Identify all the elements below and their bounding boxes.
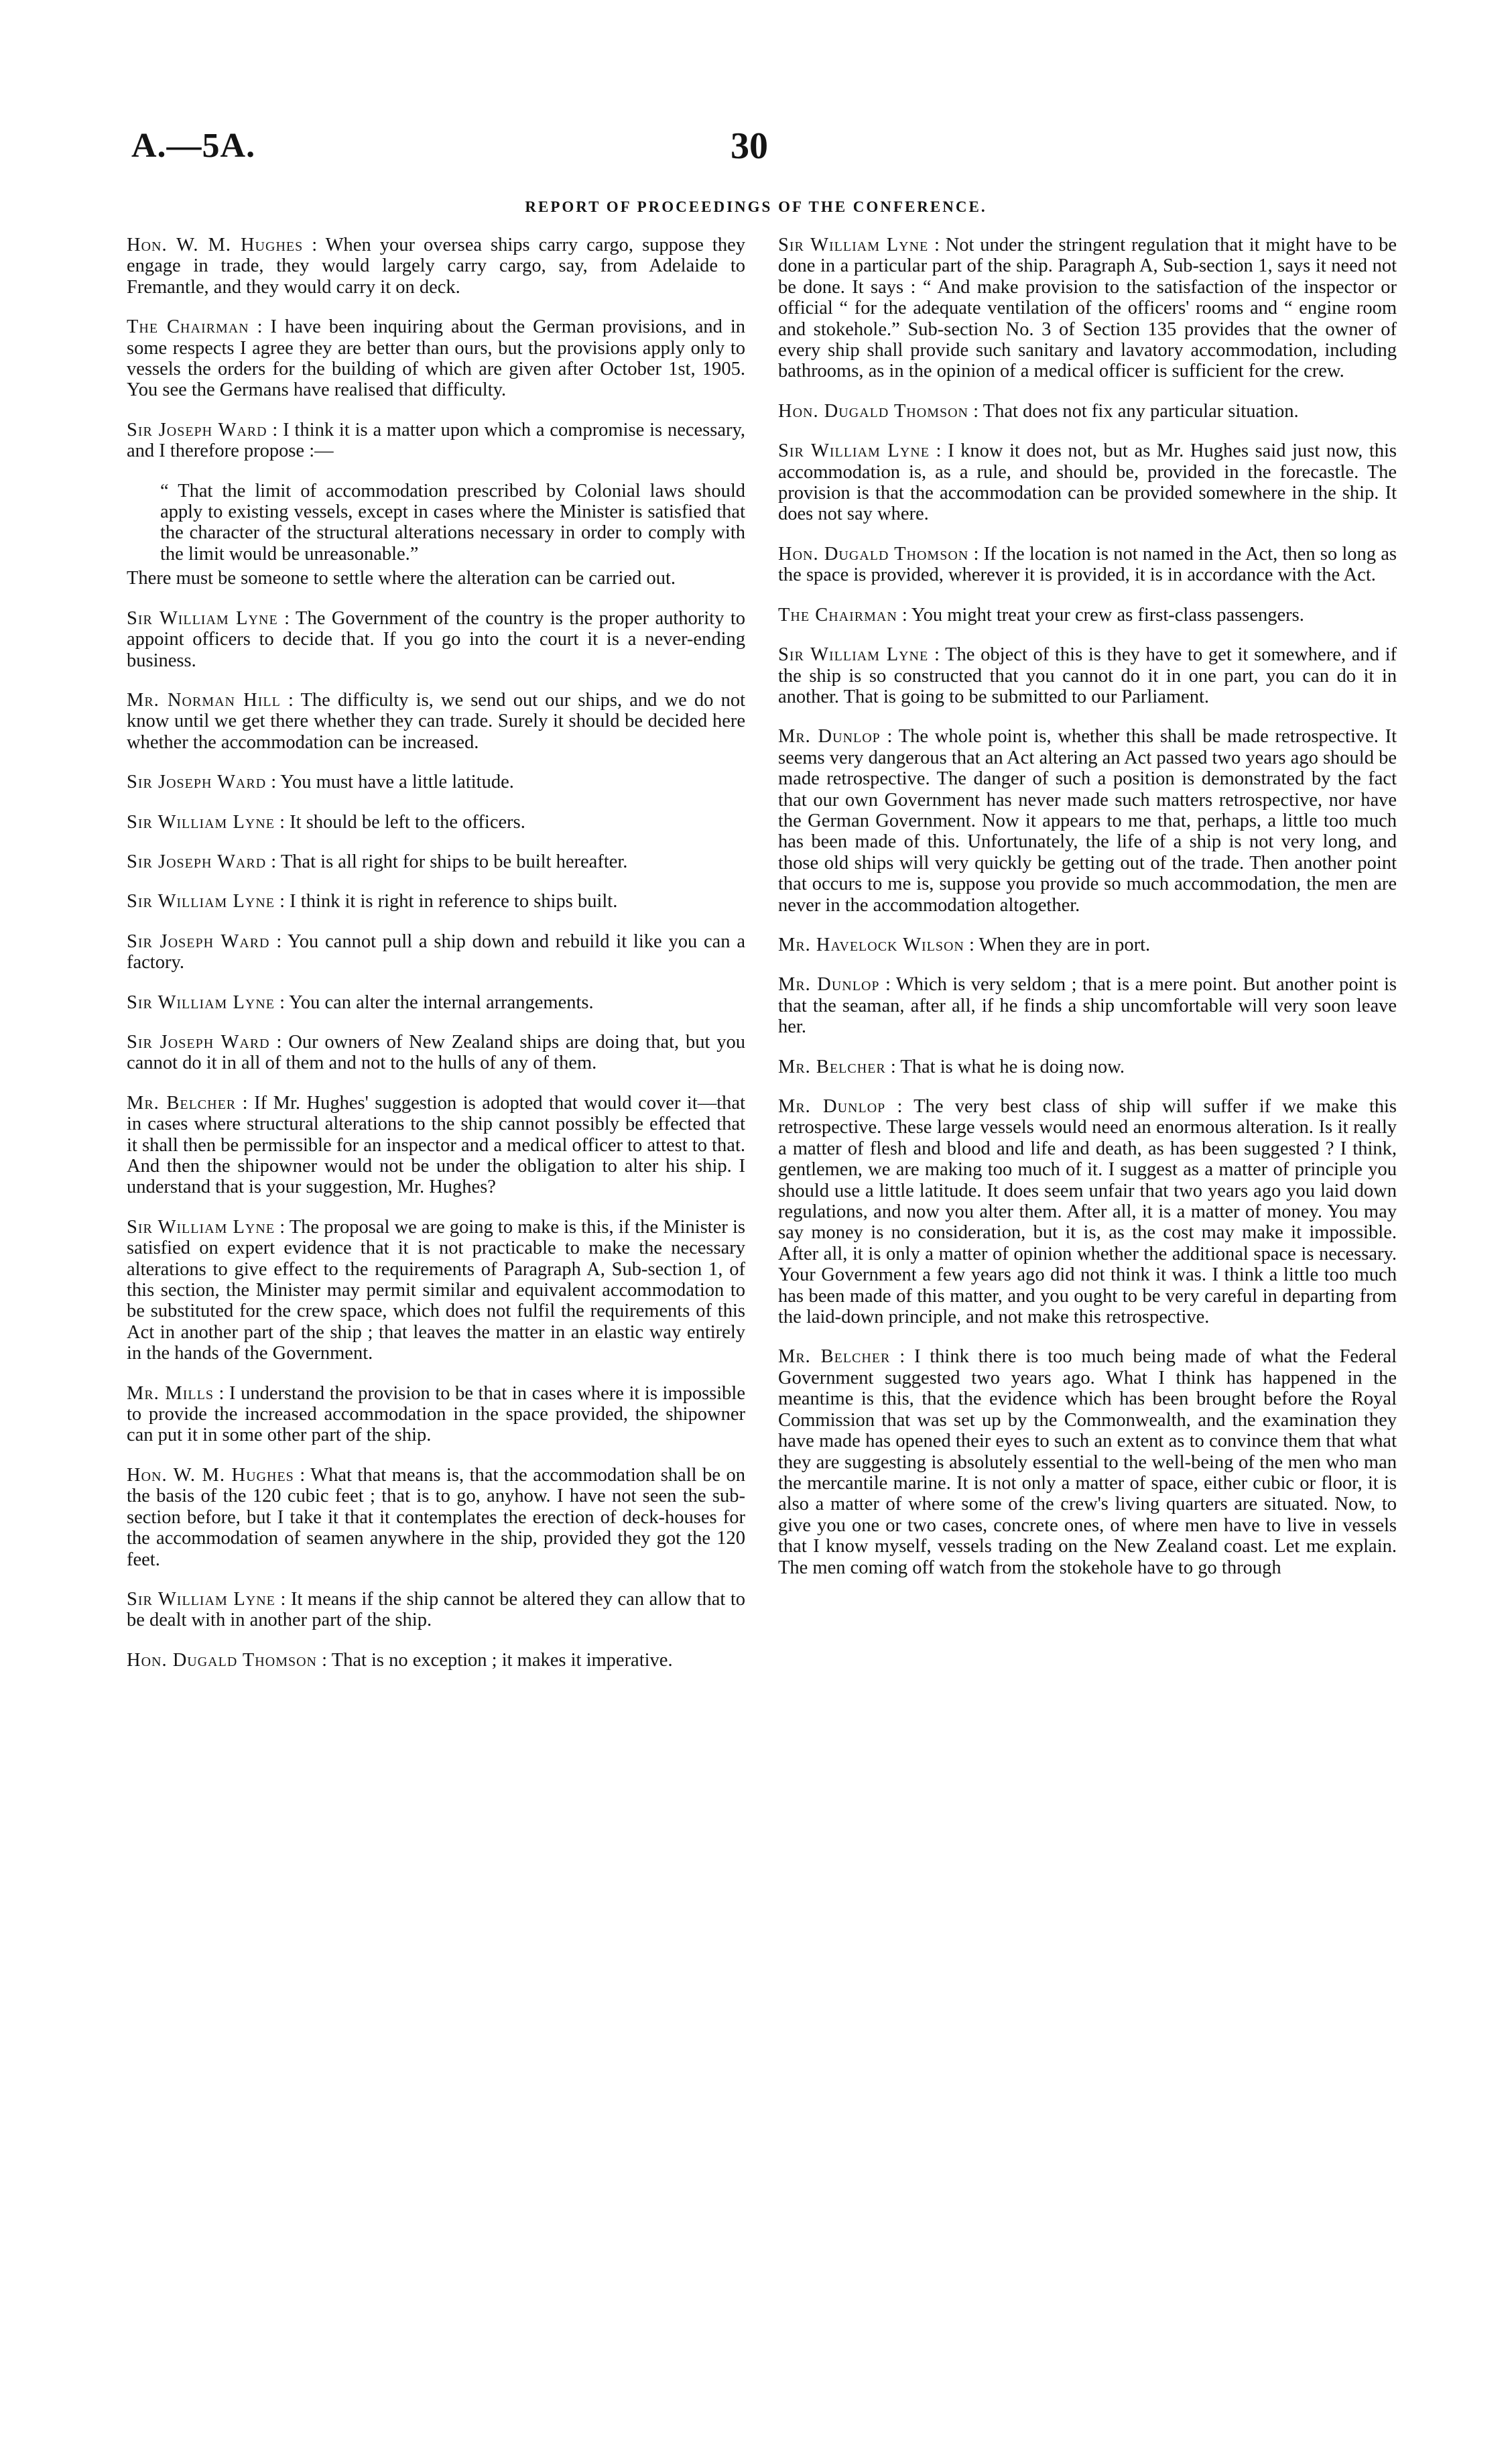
- speech-paragraph: [778, 1057, 1397, 1077]
- speaker-separator: :: [266, 772, 281, 793]
- speaker-name: Hon. W. M. Hughes: [127, 1464, 294, 1486]
- speaker-separator: :: [269, 931, 288, 952]
- speaker-name: Mr. Belcher: [778, 1056, 886, 1077]
- speaker-separator: :: [274, 992, 290, 1013]
- speaker-separator: :: [269, 1031, 289, 1053]
- speech-text: I understand the provision to be that in cases where it is impossible to provide the increased accommodation in the space provided, the shipowner can put it in some other part of the ship.: [127, 1382, 745, 1446]
- speaker-name: Sir Joseph Ward: [127, 931, 270, 952]
- speech-paragraph: [127, 690, 745, 753]
- speaker-name: Hon. Dugald Thomson: [127, 1649, 317, 1671]
- speaker-name: Sir William Lyne: [778, 235, 929, 255]
- speech-text: The object of this is they have to get it somewhere, and if the ship is so constructed that you cannot do it in one part, you can do it in another. That is going to be submitted to our Parliament.: [778, 644, 1397, 707]
- speaker-separator: :: [274, 811, 290, 833]
- speaker-separator: :: [968, 400, 983, 422]
- speech-paragraph: [127, 316, 745, 401]
- left-column: [127, 235, 745, 1689]
- speech-paragraph: [127, 1217, 745, 1364]
- speaker-separator: :: [277, 607, 296, 629]
- speech-paragraph: [778, 644, 1397, 707]
- speech-text: What that means is, that the accommodation shall be on the basis of the 120 cubic feet ; that is to go, anyhow. I have not seen the sub-section before, but I take it that it contemplates the erection of deck-houses for the accommodation of seamen anywhere in the ship, provided they got the 120 feet.: [127, 1464, 745, 1570]
- speech-text: The proposal we are going to make is this, if the Minister is satisfied on expert evidence that it is not practicable to make the necessary alterations to give effect to the requirements of Paragraph A, Sub-section 1, of this section, the Minister may permit similar and equivalent accommodation to be substituted for the crew space, which does not fulfil the requirements of this Act in another part of the ship ; that leaves the matter in an elastic way entirely in the hands of the Government.: [127, 1216, 746, 1364]
- speaker-separator: :: [928, 235, 946, 255]
- speech-paragraph: [127, 812, 745, 833]
- right-column: [778, 235, 1397, 1597]
- speech-text: The Government of the country is the proper authority to appoint officers to decide that. If you go into the court it is a never-ending business.: [127, 607, 745, 671]
- speaker-name: Sir William Lyne: [127, 1588, 275, 1610]
- speech-paragraph: [127, 608, 745, 671]
- speech-continuation: There must be someone to settle where the alteration can be carried out.: [127, 568, 676, 589]
- speaker-separator: :: [879, 974, 896, 996]
- speaker-separator: :: [928, 644, 946, 666]
- speaker-separator: :: [280, 689, 301, 711]
- speaker-separator: :: [267, 419, 284, 440]
- speaker-name: Sir William Lyne: [127, 811, 275, 833]
- speech-text: Our owners of New Zealand ships are doing that, but you cannot do it in all of them and not to the hulls of any of them.: [127, 1031, 746, 1074]
- speaker-name: Sir Joseph Ward: [127, 419, 267, 440]
- speech-text: Not under the stringent regulation that it might have to be done in a particular part of the ship. Paragraph A, Sub-section 1, says it need not be done. It says : “ And make provision to the satisfaction of the inspector or official “ for the adequate ventilation of the officers' rooms and “ engine room and stokehole.” Sub-section No. 3 of Section 135 provides that the owner of every ship shall provide such sanitary and lavatory accommodation, including bathrooms, as in the opinion of a medical officer is sufficient for the crew.: [778, 235, 1397, 382]
- speech-text: That is what he is doing now.: [900, 1056, 1125, 1077]
- speech-paragraph: [127, 1650, 745, 1671]
- running-heading: REPORT OF PROCEEDINGS OF THE CONFERENCE.: [525, 198, 987, 215]
- speaker-separator: :: [275, 1216, 290, 1238]
- speech-paragraph: [778, 1346, 1397, 1577]
- speech-text: If Mr. Hughes' suggestion is adopted that would cover it—that in cases where structural alterations to the ship cannot possibly be effected that it shall then be permissible for an inspector and a medical officer to attest to that. And then the shipowner would not be under the obligation to alter his ship. I understand that is your suggestion, Mr. Hughes?: [127, 1092, 745, 1198]
- speech-text: It means if the ship cannot be altered they can allow that to be dealt with in another part of the ship.: [127, 1588, 746, 1631]
- speaker-separator: :: [317, 1649, 332, 1671]
- speaker-name: Mr. Belcher: [778, 1346, 891, 1368]
- speaker-separator: :: [274, 891, 290, 912]
- speech-text: That is all right for ships to be built hereafter.: [280, 851, 628, 872]
- speech-paragraph: [778, 1096, 1397, 1327]
- speaker-name: Hon. Dugald Thomson: [778, 400, 968, 422]
- speaker-name: Mr. Mills: [127, 1382, 214, 1404]
- speaker-name: The Chairman: [778, 604, 897, 625]
- page-number: 30: [731, 125, 768, 167]
- speech-text: You might treat your crew as first-class passengers.: [911, 604, 1304, 625]
- speaker-separator: :: [880, 726, 899, 748]
- speech-paragraph: [778, 235, 1397, 382]
- speech-paragraph: [778, 605, 1397, 625]
- speech-text: I think it is a matter upon which a compromise is necessary, and I therefore propose :—: [127, 419, 745, 462]
- speaker-name: The Chairman: [127, 316, 249, 338]
- speaker-separator: :: [236, 1092, 255, 1114]
- speech-paragraph: [778, 544, 1397, 586]
- speaker-separator: :: [964, 934, 979, 955]
- speech-paragraph: [778, 440, 1397, 525]
- speech-text: I think it is right in reference to ships built.: [290, 891, 618, 912]
- resolution-quote: “ That the limit of accommodation prescribed by Colonial laws should apply to existing vessels, except in cases where the Minister is satisfied that the character of the structural alterations necessary in order to comply with the limit would be unreasonable.”: [160, 480, 745, 564]
- speech-paragraph: [127, 992, 745, 1013]
- speech-paragraph: [127, 1589, 745, 1631]
- speech-paragraph: [778, 401, 1397, 422]
- speech-text: You must have a little latitude.: [280, 772, 514, 793]
- speech-text: You cannot pull a ship down and rebuild it like you can a factory.: [127, 931, 746, 973]
- speech-paragraph: [127, 235, 745, 298]
- speech-text: If the location is not named in the Act, then so long as the space is provided, wherever it is provided, it is in accordance with the Act.: [778, 543, 1397, 586]
- speech-text: When your oversea ships carry cargo, suppose they engage in trade, they would largely carry cargo, say, from Adelaide to Fremantle, and they would carry it on deck.: [127, 235, 745, 298]
- speaker-separator: :: [929, 440, 948, 462]
- speech-text: I think there is too much being made of what the Federal Government suggested two years ago. What I think has happened in the meantime is this, that the evidence which has been brought before the Royal Commission that was set up by the Commonwealth, and the examination they have made has opened their eyes to such an extent as to convince them that what they are suggesting is absolutely essential to the well-being of the men who man the mercantile marine. It is not only a matter of space, either cubic or floor, it is also a matter of where some of the crew's living quarters are situated. Now, to give you one or two cases, concrete ones, of where men have to live in vessels that I know myself, vessels trading on the New Zealand coast. Let me explain. The men coming off watch from the stokehole have to go through: [778, 1346, 1397, 1578]
- speech-paragraph: [127, 1032, 745, 1074]
- speech-text: You can alter the internal arrangements.: [289, 992, 594, 1013]
- speaker-separator: :: [885, 1056, 901, 1077]
- speaker-name: Sir William Lyne: [778, 644, 929, 666]
- speaker-separator: :: [885, 1096, 914, 1117]
- speech-paragraph: [127, 1465, 745, 1570]
- speaker-name: Mr. Havelock Wilson: [778, 934, 964, 955]
- speech-text: The very best class of ship will suffer if we make this retrospective. These large vessels would need an enormous alteration. Is it really a matter of flesh and blood and life and death, as has been suggested ? I think, gentlemen, we are making too much of it. I suggest as a matter of principle you should use a little latitude. It does seem unfair that two years ago you laid down regulations, and now you alter them. After all, it is a matter of money. You may say money is no consideration, but it is, as the cost may make it impossible. After all, it is only a matter of opinion whether the additional space is necessary. Your Government a few years ago did not think it was. I think a little too much has been made of this matter, and you ought to be very careful in departing from the laid-down principle, and not make this retrospective.: [778, 1096, 1397, 1328]
- speech-paragraph: [127, 851, 745, 872]
- speech-text: When they are in port.: [979, 934, 1151, 955]
- speech-paragraph: [127, 891, 745, 912]
- speaker-separator: :: [213, 1382, 230, 1404]
- speaker-name: Sir Joseph Ward: [127, 772, 267, 793]
- speaker-separator: :: [303, 235, 326, 255]
- speaker-separator: :: [275, 1588, 291, 1610]
- speech-paragraph: [778, 974, 1397, 1037]
- speaker-name: Mr. Norman Hill: [127, 689, 281, 711]
- speaker-separator: :: [294, 1464, 311, 1486]
- speaker-name: Sir Joseph Ward: [127, 851, 267, 872]
- speaker-name: Mr. Dunlop: [778, 1096, 886, 1117]
- speech-text: I have been inquiring about the German provisions, and in some respects I agree they are better than ours, but the provisions apply only to vessels the orders for the building of which are given after October 1st, 1905. You see the Germans have realised that difficulty.: [127, 316, 746, 401]
- speaker-name: Sir William Lyne: [127, 992, 275, 1013]
- speech-paragraph: [127, 420, 745, 462]
- speech-text: The whole point is, whether this shall be made retrospective. It seems very dangerous that an Act altering an Act passed two years ago should be made retrospective. The danger of such a position is demonstrated by the fact that our own Government has never made such matters retrospective, nor have the German Government. Now it appears to me that, perhaps, a little too much has been made of this. Unfortunately, the life of a ship is not very long, and those old ships will very quickly be getting out of the trade. Then another point that occurs to me is, suppose you provide so much accommodation, the men are never in the accommodation altogether.: [778, 726, 1397, 916]
- speech-paragraph: [778, 935, 1397, 955]
- speech-text: The difficulty is, we send out our ships, and we do not know until we get there whether they can trade. Surely it should be decided here whether the accommodation can be increased.: [127, 689, 745, 753]
- speaker-separator: :: [890, 1346, 914, 1368]
- speech-text: That is no exception ; it makes it imperative.: [331, 1649, 673, 1671]
- speaker-name: Sir Joseph Ward: [127, 1031, 270, 1053]
- speech-paragraph: [127, 1383, 745, 1446]
- speaker-name: Hon. Dugald Thomson: [778, 543, 969, 564]
- speaker-name: Sir William Lyne: [127, 891, 275, 912]
- speaker-name: Mr. Belcher: [127, 1092, 237, 1114]
- speaker-name: Sir William Lyne: [127, 607, 278, 629]
- speaker-name: Mr. Dunlop: [778, 726, 881, 748]
- speaker-separator: :: [968, 543, 984, 564]
- speaker-separator: :: [266, 851, 281, 872]
- speech-text: I know it does not, but as Mr. Hughes said just now, this accommodation is, as a rule, and should be, provided in the forecastle. The provision is that the accommodation can be provided somewhere in the ship. It does not say where.: [778, 440, 1397, 525]
- speech-paragraph: [127, 1093, 745, 1198]
- speech-paragraph: [778, 726, 1397, 916]
- speech-text: That does not fix any particular situation.: [983, 400, 1299, 422]
- speaker-name: Sir William Lyne: [778, 440, 930, 462]
- speech-paragraph: [127, 931, 745, 973]
- speaker-name: Mr. Dunlop: [778, 974, 880, 996]
- speaker-name: Sir William Lyne: [127, 1216, 275, 1238]
- speech-paragraph: [127, 772, 745, 792]
- speaker-separator: :: [897, 604, 911, 625]
- document-reference: A.—5A.: [131, 127, 256, 165]
- speaker-name: Hon. W. M. Hughes: [127, 235, 304, 255]
- speech-text: Which is very seldom ; that is a mere point. But another point is that the seaman, after all, if he finds a ship uncomfortable will very soon leave her.: [778, 974, 1397, 1038]
- speech-text: It should be left to the officers.: [290, 811, 525, 833]
- speaker-separator: :: [249, 316, 271, 338]
